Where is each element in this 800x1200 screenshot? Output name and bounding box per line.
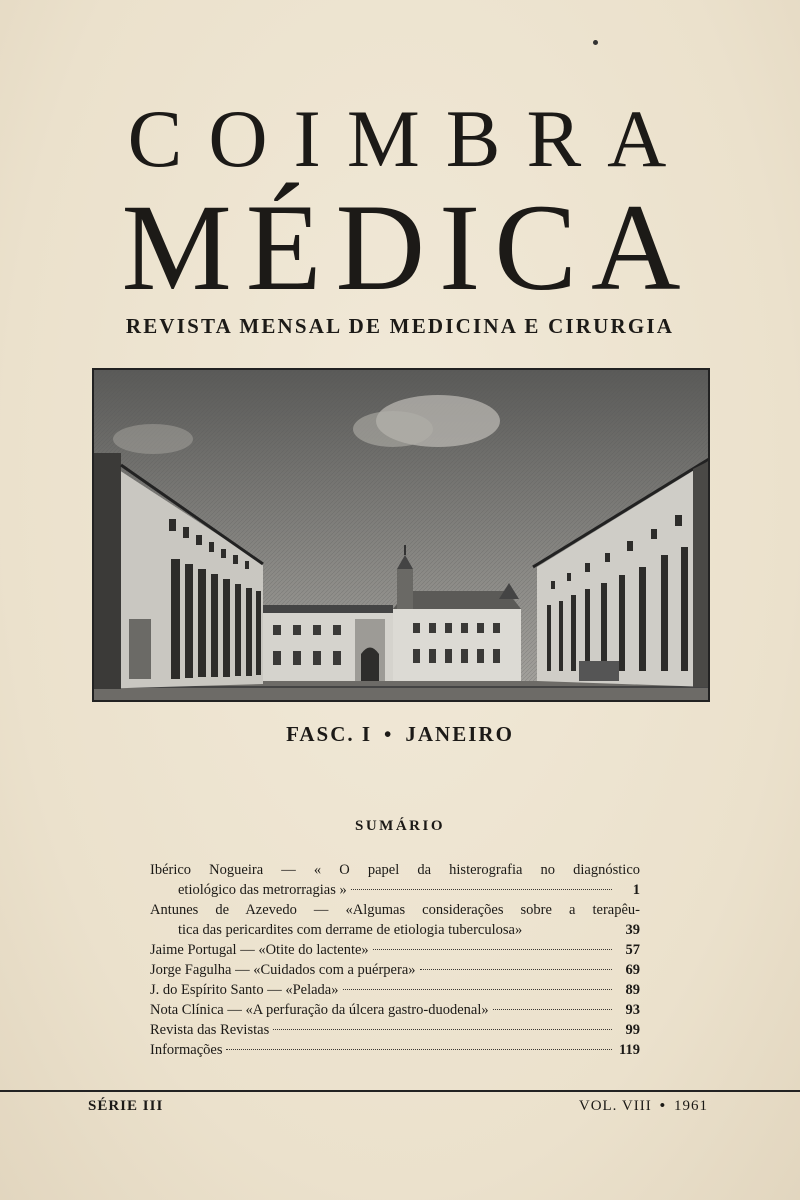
leader-dots [351,889,612,890]
toc-entry-text: J. do Espírito Santo — «Pelada» [150,982,339,998]
toc-entry [150,940,640,960]
leader-dots [420,969,612,970]
toc-entry-text: Jaime Portugal — «Otite do lactente» [150,942,369,958]
ink-speck [593,40,598,45]
bullet-separator: • [659,1098,666,1114]
toc-entry-text: Antunes de Azevedo — «Algumas considerações sobre a terapêu- [150,902,640,918]
toc-entry-text: Revista das Revistas [150,1022,270,1038]
toc-page-number: 39 [625,922,640,938]
toc-page-number: 89 [625,982,640,998]
toc-entry-text: Nota Clínica — «A perfuração da úlcera gastro-duodenal» [150,1002,489,1018]
leader-dots [373,949,612,950]
toc-entry [150,960,640,980]
toc-entry [150,900,640,940]
toc-page-number: 93 [625,1002,640,1018]
leader-dots [226,1049,612,1050]
issue-month: JANEIRO [405,722,514,746]
leader-dots [273,1029,612,1030]
toc-page-number: 119 [619,1042,640,1058]
series-label: SÉRIE III [88,1098,164,1114]
toc-page-number: 1 [632,882,640,898]
toc-entry [150,1040,640,1060]
leader-dots [343,989,613,990]
masthead-subtitle: REVISTA MENSAL DE MEDICINA E CIRURGIA [125,314,675,338]
leader-dots [493,1009,612,1010]
university-square-engraving-icon [93,369,709,701]
contents-heading: SUMÁRIO [354,818,445,834]
volume-label: VOL. VIII [578,1098,652,1114]
toc-entry-text: Jorge Fagulha — «Cuidados com a puérpera» [150,962,416,978]
volume-year [579,1098,708,1115]
toc-entry-text: Ibérico Nogueira — « O papel da histerografia no diagnóstico [150,862,640,878]
toc-entry-text: tica das pericardites com derrame de etiologia tuberculosa» [178,922,523,938]
toc-entry-text: etiológico das metrorragias » [178,882,347,898]
toc-entry [150,1020,640,1040]
bullet-separator: • [384,722,394,746]
table-of-contents [150,860,640,1060]
toc-entry [150,1000,640,1020]
toc-entry-text: Informações [150,1042,223,1058]
issue-line [0,722,800,747]
toc-entry [150,980,640,1000]
masthead-title-line1: COIMBRA [127,93,693,184]
masthead-title-line2: MÉDICA [121,179,695,316]
toc-page-number: 69 [625,962,640,978]
footer-divider [0,1090,800,1092]
cover-illustration [92,368,710,702]
year-label: 1961 [674,1098,708,1114]
toc-entry [150,860,640,900]
fascicle-label: FASC. I [286,722,373,746]
toc-page-number: 99 [625,1022,640,1038]
toc-page-number: 57 [625,942,640,958]
